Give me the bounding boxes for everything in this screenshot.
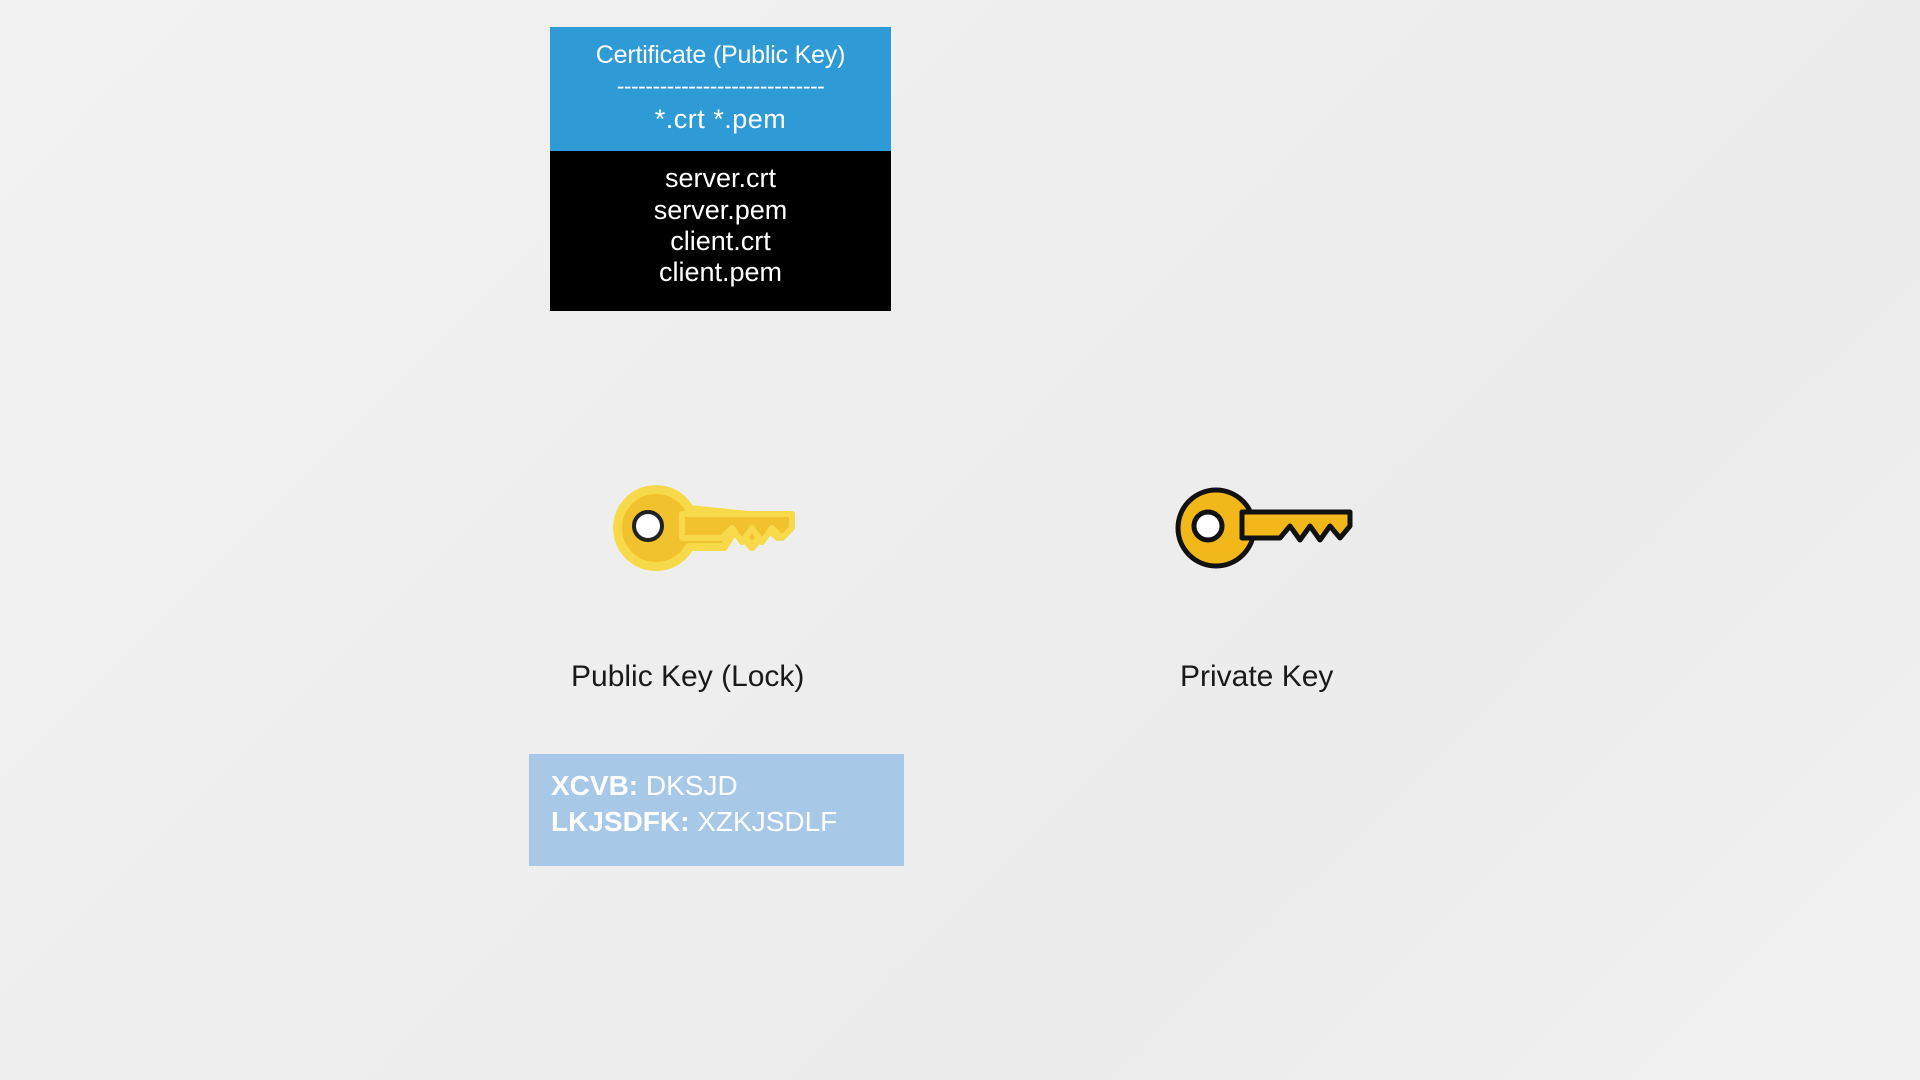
private-key-label: Private Key [1180,660,1334,693]
private-key-graphic [1168,478,1398,588]
key-icon [1168,478,1398,588]
key-icon [608,478,838,588]
list-item: server.crt [664,163,777,194]
cipher-value: XZKJSDLF [697,806,838,838]
public-key-label: Public Key (Lock) [571,660,805,693]
certificate-title: Certificate (Public Key) [595,41,846,69]
cipher-value: DKSJD [645,770,738,801]
certificate-card-header [550,27,891,151]
cipher-line [551,804,904,840]
cipher-key: XCVB: [551,770,639,801]
certificate-card [550,27,891,311]
list-item: server.pem [653,194,788,225]
list-item: client.pem [658,257,783,288]
cipher-key: LKJSDFK: [551,806,690,838]
cipher-text-box [529,754,904,866]
public-key-graphic [608,478,838,588]
certificate-divider: ----------------------------- [616,72,825,99]
cipher-line [551,768,904,804]
list-item: client.crt [670,226,771,257]
certificate-extensions: *.crt *.pem [654,103,787,134]
certificate-file-list [550,151,891,310]
